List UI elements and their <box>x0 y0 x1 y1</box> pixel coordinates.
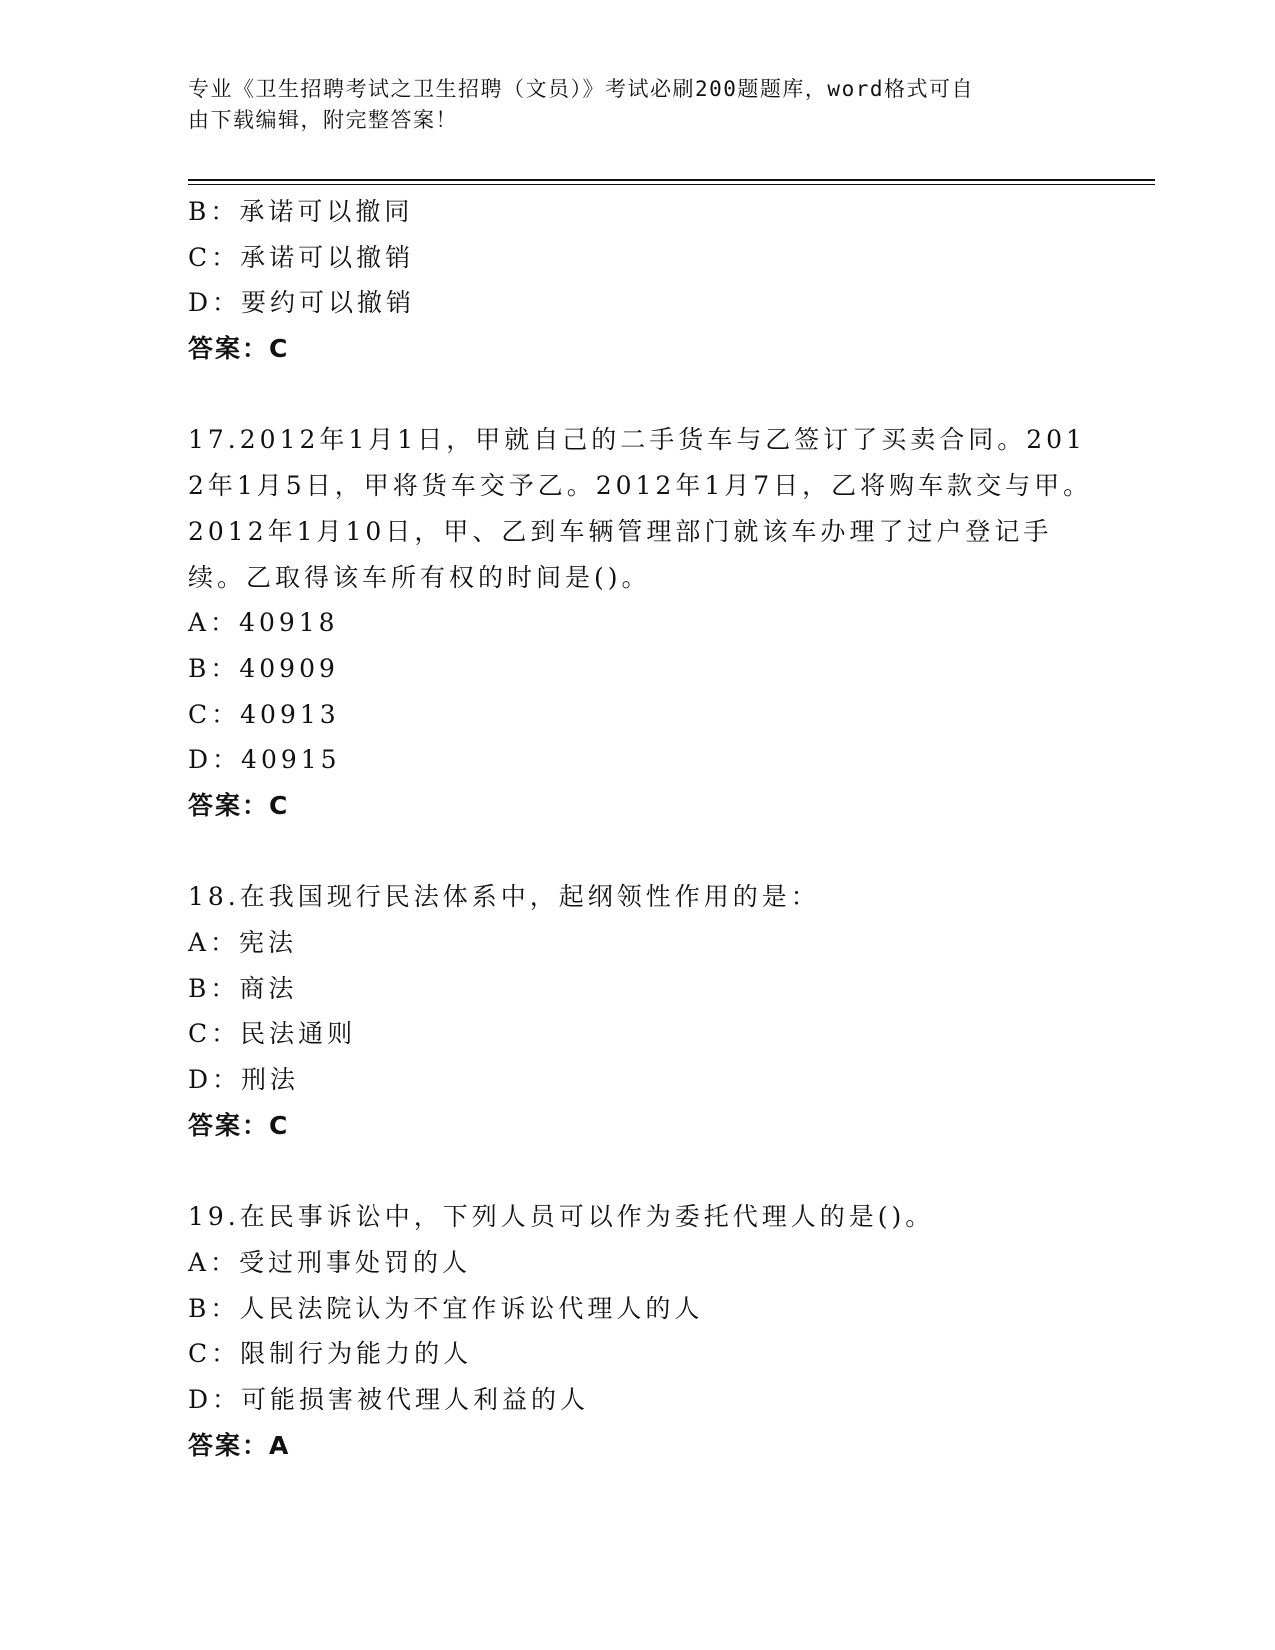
spacer <box>188 1149 1108 1195</box>
option-d: D：要约可以撤销 <box>188 288 416 318</box>
answer-label: 答案：C <box>188 791 290 820</box>
option-b: B：40909 <box>188 653 339 683</box>
header-line-2: 由下载编辑，附完整答案！ <box>188 108 458 132</box>
option-c: C：限制行为能力的人 <box>188 1339 473 1369</box>
header-divider-thin <box>188 184 1155 185</box>
header-line-1: 专业《卫生招聘考试之卫生招聘（文员）》考试必刷200题题库，word格式可自 <box>188 77 974 101</box>
page-header <box>188 74 1068 136</box>
question-17 <box>188 417 1108 828</box>
option-c: C：承诺可以撤销 <box>188 242 415 272</box>
question-list <box>188 189 1108 1468</box>
option-d: D：40915 <box>188 745 341 775</box>
option-b: B：人民法院认为不宜作诉讼代理人的人 <box>188 1293 704 1323</box>
option-a: A：40918 <box>188 608 339 638</box>
question-stem: 18.在我国现行民法体系中，起纲领性作用的是： <box>188 882 820 912</box>
answer-label: 答案：C <box>188 1110 290 1140</box>
option-b: B：商法 <box>188 973 298 1003</box>
spacer <box>188 372 1108 418</box>
answer-label: 答案：A <box>188 1430 291 1460</box>
option-d: D：刑法 <box>188 1065 300 1095</box>
option-d: D：可能损害被代理人利益的人 <box>188 1384 590 1414</box>
question-stem: 19.在民事诉讼中，下列人员可以作为委托代理人的是()。 <box>188 1202 935 1232</box>
option-a: A：宪法 <box>188 928 298 958</box>
option-a: A：受过刑事处罚的人 <box>188 1247 472 1277</box>
option-c: C：民法通则 <box>188 1019 357 1049</box>
question-18 <box>188 874 1108 1148</box>
option-b: B：承诺可以撤同 <box>188 197 414 226</box>
question-stem: 17.2012年1月1日，甲就自己的二手货车与乙签订了买卖合同。2012年1月5日，甲将货车交予乙。2012年1月7日，乙将购车款交与甲。2012年1月10日，甲、乙到车辆管理部门就该车办理了过户登记手续。乙取得该车所有权的时间是()。 <box>188 425 1093 592</box>
question-16 <box>188 189 1108 372</box>
header-divider-thick <box>188 179 1155 181</box>
option-c: C：40913 <box>188 699 340 729</box>
spacer <box>188 829 1108 875</box>
question-19 <box>188 1194 1108 1468</box>
answer-label: 答案：C <box>188 334 290 364</box>
